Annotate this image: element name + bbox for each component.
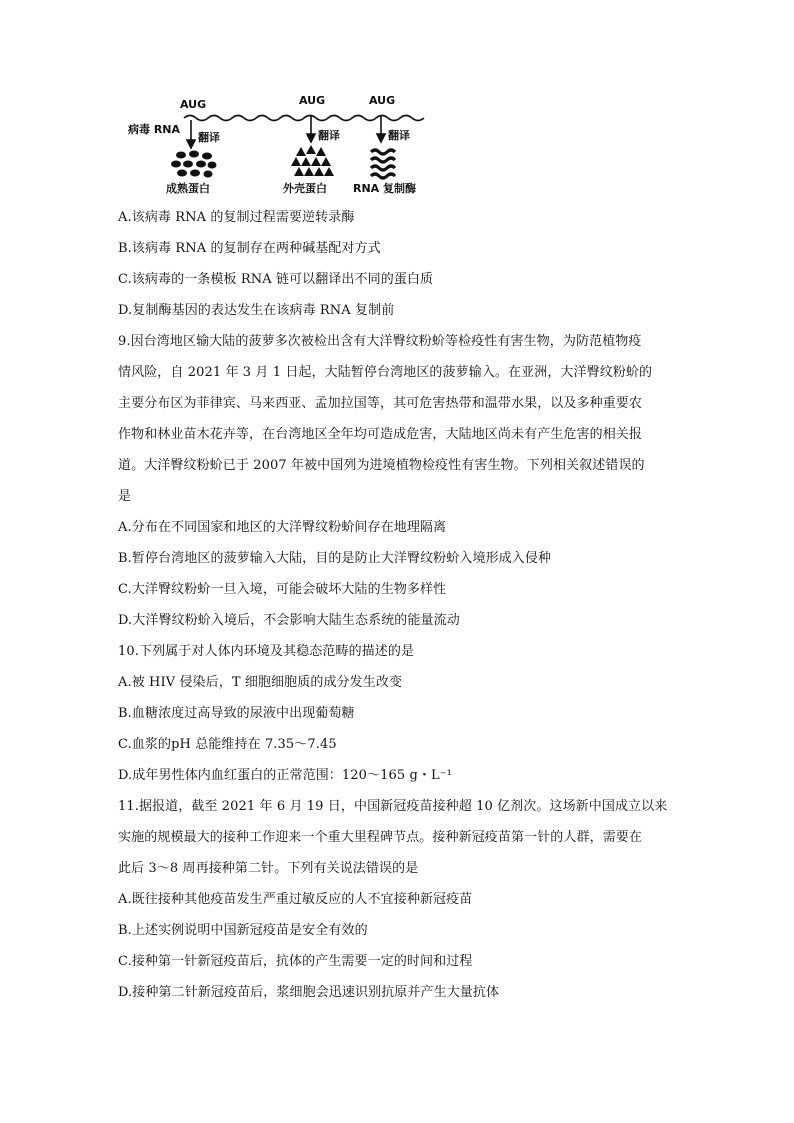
q9-stem-line: 9.因台湾地区输大陆的菠萝多次被检出含有大洋臀纹粉蚧等检疫性有害生物，为防范植物疫 — [118, 334, 642, 349]
q10-option-b: B.血糖浓度过高导致的尿液中出现葡萄糖 — [118, 706, 355, 721]
question-11 — [118, 791, 678, 1008]
q11-option-c: C.接种第一针新冠疫苗后，抗体的产生需要一定的时间和过程 — [118, 954, 473, 969]
q10-option-c: C.血浆的pH 总能维持在 7.35～7.45 — [118, 737, 337, 752]
product-label-mature-protein: 成熟蛋白 — [166, 182, 210, 195]
translation-label-2: 翻译 — [318, 129, 340, 142]
q11-stem-line: 实施的规模最大的接种工作迎来一个重大里程碑节点。接种新冠疫苗第一针的人群，需要在 — [118, 830, 643, 845]
q8-option-d: D.复制酶基因的表达发生在该病毒 RNA 复制前 — [118, 303, 395, 318]
q8-option-a: A.该病毒 RNA 的复制过程需要逆转录酶 — [118, 210, 355, 225]
question-8-options — [118, 202, 678, 326]
q8-option-b: B.该病毒 RNA 的复制存在两种碱基配对方式 — [118, 241, 381, 256]
codon-label-2: AUG — [299, 94, 326, 107]
translation-label-1: 翻译 — [198, 131, 220, 144]
q9-stem-line: 主要分布区为菲律宾、马来西亚、孟加拉国等，其可危害热带和温带水果，以及多种重要农 — [118, 396, 643, 411]
q9-stem-line: 是 — [118, 489, 132, 504]
q11-stem-line: 11.据报道，截至 2021 年 6 月 19 日，中国新冠疫苗接种超 10 亿剂次。这场新中国成立以来 — [118, 799, 668, 814]
q9-stem-line: 道。大洋臀纹粉蚧已于 2007 年被中国列为进境植物检疫性有害生物。下列相关叙述错误的 — [118, 458, 645, 473]
q8-option-c: C.该病毒的一条模板 RNA 链可以翻译出不同的蛋白质 — [118, 272, 434, 287]
viral-rna-translation-figure — [118, 96, 428, 196]
q9-stem-line: 情风险，自 2021 年 3 月 1 日起，大陆暂停台湾地区的菠萝输入。在亚洲，大洋臀纹粉蚧的 — [118, 365, 653, 380]
question-9 — [118, 326, 678, 636]
product-label-rna-replicase: RNA 复制酶 — [353, 182, 417, 195]
q9-option-a: A.分布在不同国家和地区的大洋臀纹粉蚧间存在地理隔离 — [118, 520, 447, 535]
codon-label-1: AUG — [180, 98, 207, 111]
question-content — [118, 202, 678, 1008]
translation-arrow-1 — [187, 120, 195, 148]
translation-arrow-2 — [307, 116, 315, 142]
q10-option-d: D.成年男性体内血红蛋白的正常范围：120～165 g・L⁻¹ — [118, 768, 452, 783]
rna-replicase-icon — [371, 150, 395, 178]
q9-option-d: D.大洋臀纹粉蚧入境后，不会影响大陆生态系统的能量流动 — [118, 613, 460, 628]
q9-option-b: B.暂停台湾地区的菠萝输入大陆，目的是防止大洋臀纹粉蚧入境形成入侵种 — [118, 551, 552, 566]
translation-arrow-3 — [377, 116, 385, 142]
q9-stem-line: 作物和林业苗木花卉等，在台湾地区全年均可造成危害，大陆地区尚未有产生危害的相关报 — [118, 427, 643, 442]
product-label-coat-protein: 外壳蛋白 — [283, 182, 327, 195]
q11-option-b: B.上述实例说明中国新冠疫苗是安全有效的 — [118, 923, 368, 938]
translation-label-3: 翻译 — [388, 129, 410, 142]
question-10 — [118, 636, 678, 791]
q11-stem-line: 此后 3～8 周再接种第二针。下列有关说法错误的是 — [118, 861, 419, 876]
rna-strand — [184, 116, 424, 121]
q11-option-d: D.接种第二针新冠疫苗后，浆细胞会迅速识别抗原并产生大量抗体 — [118, 985, 500, 1000]
q10-stem-line: 10.下列属于对人体内环境及其稳态范畴的描述的是 — [118, 644, 415, 659]
codon-label-3: AUG — [369, 94, 396, 107]
q10-option-a: A.被 HIV 侵染后，T 细胞细胞质的成分发生改变 — [118, 675, 403, 690]
mature-protein-icon — [171, 151, 217, 178]
viral-rna-label: 病毒 RNA — [128, 123, 181, 136]
q9-option-c: C.大洋臀纹粉蚧一旦入境，可能会破坏大陆的生物多样性 — [118, 582, 447, 597]
q11-option-a: A.既往接种其他疫苗发生严重过敏反应的人不宜接种新冠疫苗 — [118, 892, 473, 907]
coat-protein-icon — [291, 145, 334, 176]
